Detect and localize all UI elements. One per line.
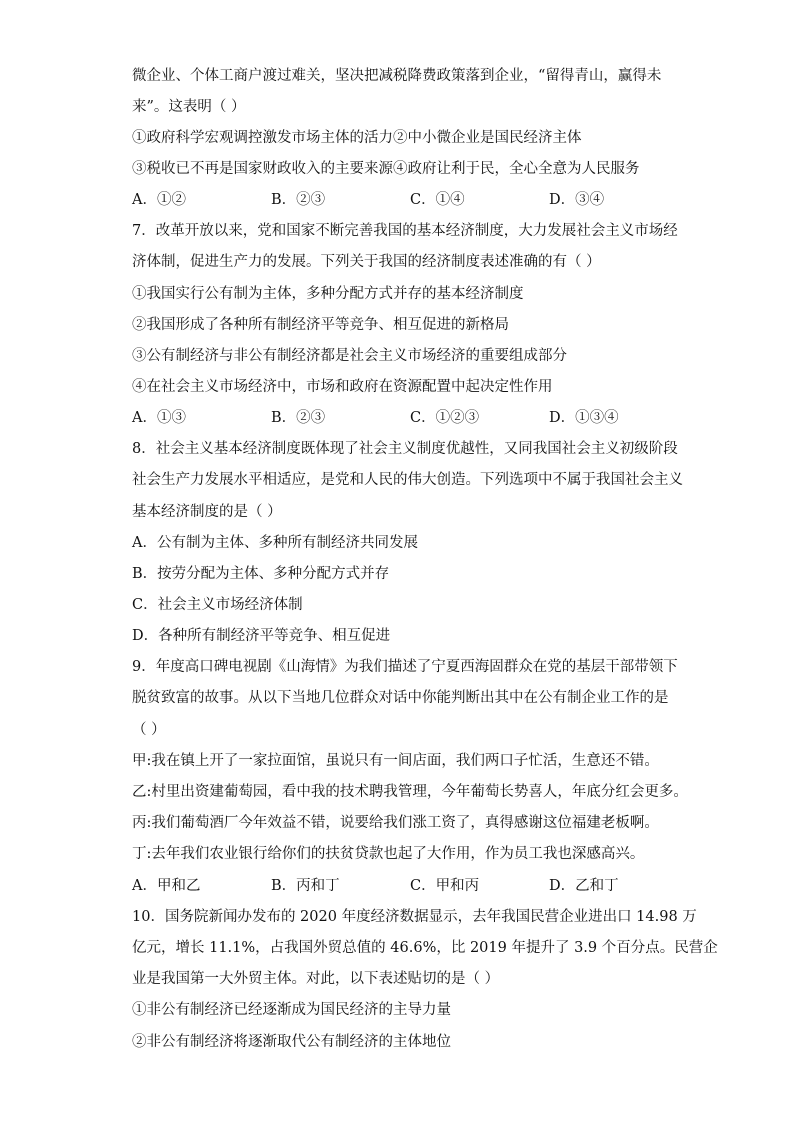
q10-statement-1: ①非公有制经济已经逐渐成为国民经济的主导力量 <box>132 1002 451 1018</box>
q6-option-c[interactable]: C．①④ <box>410 192 465 208</box>
q10-stem-line-3: 业是我国第一大外贸主体。对此，以下表述贴切的是（ ） <box>132 971 500 987</box>
q6-stem-line-1: 微企业、个体工商户渡过难关，坚决把减税降费政策落到企业，“留得青山，赢得未 <box>132 68 662 84</box>
q6-option-d[interactable]: D．③④ <box>549 192 605 208</box>
q8-stem-line-2: 社会生产力发展水平相适应，是党和人民的伟大创造。下列选项中不属于我国社会主义 <box>132 472 683 488</box>
q9-stem-line-2: 脱贫致富的故事。从以下当地几位群众对话中你能判断出其中在公有制企业工作的是 <box>132 690 669 706</box>
q6-statement-2: ③税收已不再是国家财政收入的主要来源④政府让利于民，全心全意为人民服务 <box>132 161 640 177</box>
q8-choice-d[interactable]: D．各种所有制经济平等竞争、相互促进 <box>132 628 391 644</box>
q7-option-d[interactable]: D．①③④ <box>549 410 619 426</box>
q6-option-b[interactable]: B．②③ <box>271 192 326 208</box>
q8-stem-line-1: 8．社会主义基本经济制度既体现了社会主义制度优越性，又同我国社会主义初级阶段 <box>132 441 678 457</box>
q9-stem-line-3: （ ） <box>132 722 166 738</box>
q9-dialogue-jia: 甲:我在镇上开了一家拉面馆，虽说只有一间店面，我们两口子忙活，生意还不错。 <box>132 753 659 769</box>
q9-dialogue-yi: 乙:村里出资建葡萄园，看中我的技术聘我管理，今年葡萄长势喜人，年底分红会更多。 <box>132 784 688 800</box>
q7-statement-2: ②我国形成了各种所有制经济平等竞争、相互促进的新格局 <box>132 317 509 333</box>
q10-stem-line-1: 10．国务院新闻办发布的 2020 年度经济数据显示，去年我国民营企业进出口 14.98 万 <box>132 909 697 925</box>
q8-stem-line-3: 基本经济制度的是（ ） <box>132 504 282 520</box>
q10-stem-line-2: 亿元，增长 11.1%，占我国外贸总值的 46.6%，比 2019 年提升了 3.9 个百分点。民营企 <box>132 940 718 956</box>
q9-stem-line-1: 9．年度高口碑电视剧《山海情》为我们描述了宁夏西海固群众在党的基层干部带领下 <box>132 659 678 675</box>
q7-statement-3: ③公有制经济与非公有制经济都是社会主义市场经济的重要组成部分 <box>132 348 567 364</box>
q7-option-a[interactable]: A．①③ <box>132 410 186 426</box>
q9-option-a[interactable]: A．甲和乙 <box>132 878 201 894</box>
q9-dialogue-ding: 丁:去年我们农业银行给你们的扶贫贷款也起了大作用，作为员工我也深感高兴。 <box>132 846 645 862</box>
q7-stem-line-1: 7．改革开放以来，党和国家不断完善我国的基本经济制度，大力发展社会主义市场经 <box>132 223 678 239</box>
q8-choice-c[interactable]: C．社会主义市场经济体制 <box>132 597 303 613</box>
q9-option-d[interactable]: D．乙和丁 <box>549 878 619 894</box>
q8-choice-b[interactable]: B．按劳分配为主体、多种分配方式并存 <box>132 566 390 582</box>
q8-choice-a[interactable]: A．公有制为主体、多种所有制经济共同发展 <box>132 535 418 551</box>
q7-option-c[interactable]: C．①②③ <box>410 410 480 426</box>
q7-stem-line-2: 济体制，促进生产力的发展。下列关于我国的经济制度表述准确的有（ ） <box>132 254 601 270</box>
q7-statement-1: ①我国实行公有制为主体，多种分配方式并存的基本经济制度 <box>132 286 524 302</box>
q9-option-b[interactable]: B．丙和丁 <box>271 878 340 894</box>
q9-option-c[interactable]: C．甲和丙 <box>410 878 480 894</box>
q7-option-b[interactable]: B．②③ <box>271 410 326 426</box>
q6-statement-1: ①政府科学宏观调控激发市场主体的活力②中小微企业是国民经济主体 <box>132 130 582 146</box>
q10-statement-2: ②非公有制经济将逐渐取代公有制经济的主体地位 <box>132 1034 451 1050</box>
q7-statement-4: ④在社会主义市场经济中，市场和政府在资源配置中起决定性作用 <box>132 379 553 395</box>
q6-stem-line-2: 来”。这表明（ ） <box>132 99 246 115</box>
q6-option-a[interactable]: A．①② <box>132 192 186 208</box>
q9-dialogue-bing: 丙:我们葡萄酒厂今年效益不错，说要给我们涨工资了，真得感谢这位福建老板啊。 <box>132 815 659 831</box>
